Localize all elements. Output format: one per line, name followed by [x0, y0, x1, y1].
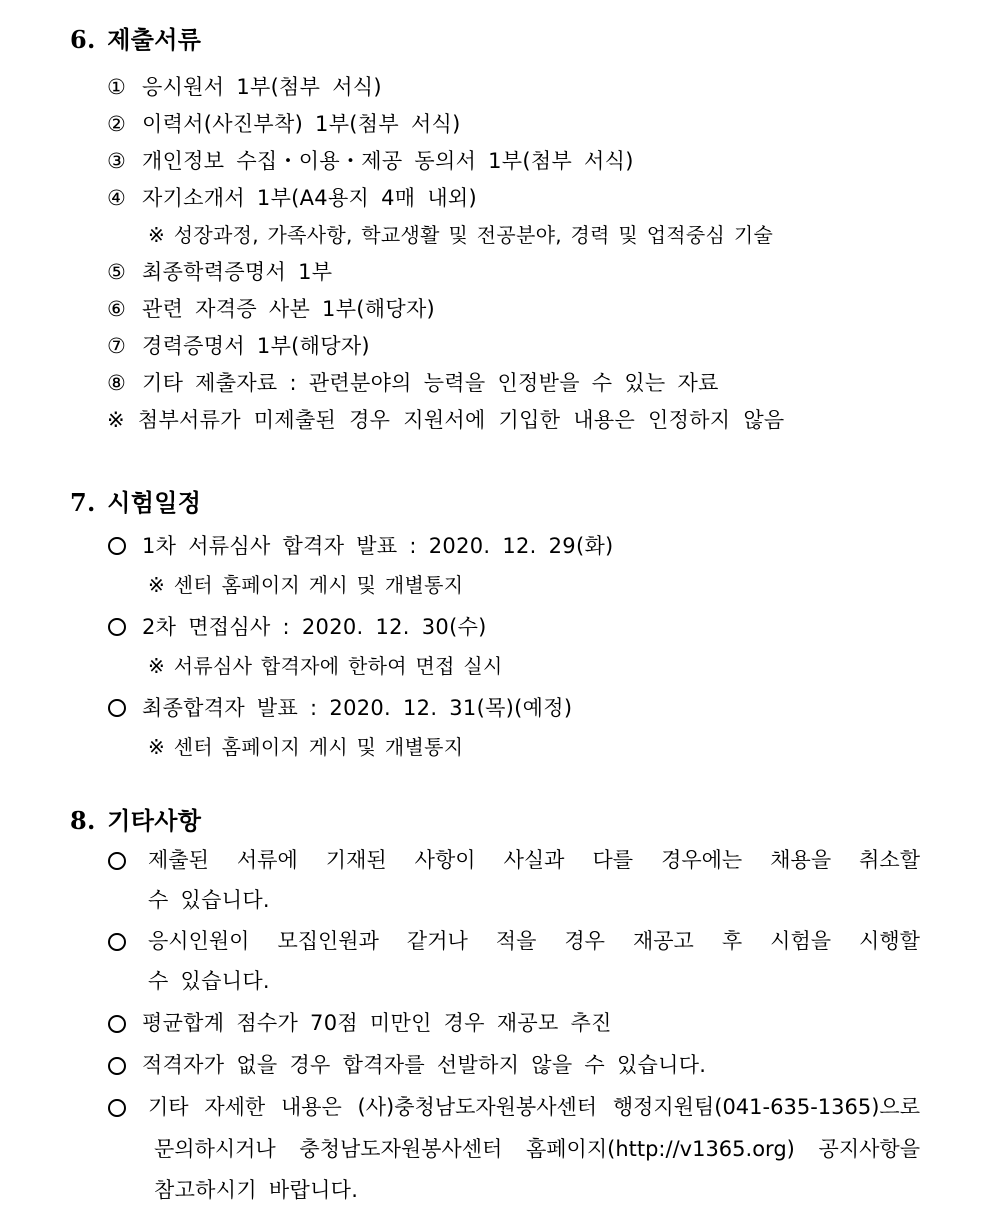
word: 경우에는 [661, 848, 743, 872]
word: 서류에 [236, 848, 298, 872]
word: 사항이 [414, 848, 476, 872]
circle-bullet-icon [108, 933, 126, 951]
doc-item-education-certificate: 최종학력증명서 1부 [142, 260, 333, 284]
doc-item-resume: 이력서(사진부착) 1부(첨부 서식) [142, 112, 461, 136]
word: 재공고 [632, 929, 694, 953]
doc-item-other-materials: 기타 제출자료 : 관련분야의 능력을 인정받을 수 있는 자료 [142, 371, 719, 395]
schedule-first-round-note: ※ 센터 홈페이지 게시 및 개별통지 [148, 573, 464, 597]
word: 공지사항을 [818, 1137, 920, 1161]
word: 문의하시거나 [154, 1137, 276, 1161]
word: 행정지원팀(041-635-1365)으로 [612, 1095, 920, 1119]
item-number-2: ② [107, 112, 126, 136]
word: 다를 [592, 848, 634, 872]
misc-item-readvertise-line2: 수 있습니다. [148, 969, 270, 993]
word: 응시인원이 [148, 929, 250, 953]
word: 적을 [495, 929, 537, 953]
misc-item-no-qualified: 적격자가 없을 경우 합격자를 선발하지 않을 수 있습니다. [142, 1053, 707, 1077]
doc-item-self-introduction: 자기소개서 1부(A4용지 4매 내외) [142, 186, 478, 210]
word: 모집인원과 [277, 929, 379, 953]
word: 자세한 [204, 1095, 266, 1119]
circle-bullet-icon [108, 618, 126, 636]
submission-note: ※ 첨부서류가 미제출된 경우 지원서에 기입한 내용은 인정하지 않음 [107, 408, 785, 432]
section-7-heading: 7. 시험일정 [70, 488, 202, 517]
word: 취소할 [859, 848, 920, 872]
word: 충청남도자원봉사센터 [299, 1137, 503, 1161]
doc-item-application-form: 응시원서 1부(첨부 서식) [142, 75, 382, 99]
circle-bullet-icon [108, 1015, 126, 1033]
item-number-6: ⑥ [107, 297, 126, 321]
schedule-second-round: 2차 면접심사 : 2020. 12. 30(수) [142, 615, 487, 639]
circle-bullet-icon [108, 537, 126, 555]
word: 시험을 [770, 929, 832, 953]
circle-bullet-icon [108, 699, 126, 717]
schedule-final-announcement: 최종합격자 발표 : 2020. 12. 31(목)(예정) [142, 696, 573, 720]
misc-item-contact-line3: 참고하시기 바랍니다. [154, 1178, 359, 1202]
word: 제출된 [148, 848, 209, 872]
item-number-8: ⑧ [107, 371, 126, 395]
item-number-1: ① [107, 75, 126, 99]
self-introduction-note: ※ 성장과정, 가족사항, 학교생활 및 전공분야, 경력 및 업적중심 기술 [148, 223, 774, 247]
schedule-first-round: 1차 서류심사 합격자 발표 : 2020. 12. 29(화) [142, 534, 614, 558]
word: 사실과 [503, 848, 565, 872]
word: 홈페이지(http://v1365.org) [525, 1137, 795, 1161]
item-number-5: ⑤ [107, 260, 126, 284]
doc-item-license-copy: 관련 자격증 사본 1부(해당자) [142, 297, 436, 321]
word: (사)충청남도자원봉사센터 [357, 1095, 598, 1119]
section-8-heading: 8. 기타사항 [70, 806, 202, 835]
misc-item-score-threshold: 평균합계 점수가 70점 미만인 경우 재공모 추진 [142, 1011, 612, 1035]
word: 내용은 [280, 1095, 342, 1119]
misc-item-contact-line2 [154, 1135, 920, 1163]
word: 같거나 [406, 929, 468, 953]
word: 시행할 [859, 929, 920, 953]
schedule-final-announcement-note: ※ 센터 홈페이지 게시 및 개별통지 [148, 735, 464, 759]
word: 기타 [148, 1095, 189, 1119]
circle-bullet-icon [108, 852, 126, 870]
item-number-7: ⑦ [107, 334, 126, 358]
word: 경우 [564, 929, 605, 953]
schedule-second-round-note: ※ 서류심사 합격자에 한하여 면접 실시 [148, 654, 503, 678]
word: 기재된 [325, 848, 387, 872]
doc-item-privacy-consent: 개인정보 수집・이용・제공 동의서 1부(첨부 서식) [142, 149, 634, 173]
misc-item-readvertise-line1 [148, 927, 920, 955]
misc-item-cancellation-line2: 수 있습니다. [148, 888, 270, 912]
circle-bullet-icon [108, 1099, 126, 1117]
section-6-heading: 6. 제출서류 [70, 25, 202, 54]
misc-item-cancellation-line1 [148, 846, 920, 874]
doc-item-career-certificate: 경력증명서 1부(해당자) [142, 334, 370, 358]
item-number-3: ③ [107, 149, 126, 173]
word: 채용을 [770, 848, 832, 872]
misc-item-contact-line1 [148, 1093, 920, 1121]
circle-bullet-icon [108, 1057, 126, 1075]
item-number-4: ④ [107, 186, 126, 210]
word: 후 [721, 929, 743, 953]
